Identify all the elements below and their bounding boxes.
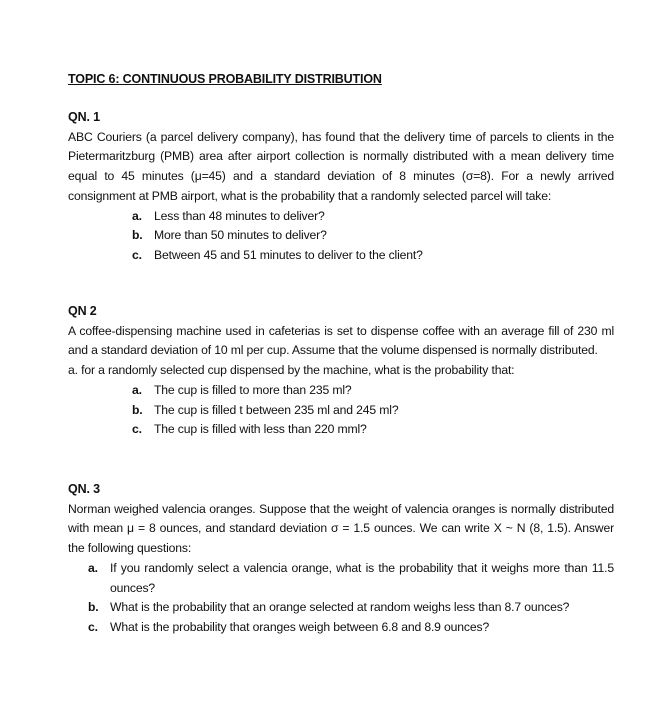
question-text: Norman weighed valencia oranges. Suppose that the weight of valencia oranges is normally distributed with mean μ = 8 ounces, and standard deviation σ = 1.5 ounces. We can write X ~ N (8, 1.5). Answer the following questions: <box>68 501 614 556</box>
list-marker: b. <box>88 600 99 615</box>
question-subtext: a. for a randomly selected cup dispensed by the machine, what is the probability that: <box>68 363 515 378</box>
question-3 <box>68 480 614 638</box>
question-2 <box>68 302 614 440</box>
list-text: The cup is filled to more than 235 ml? <box>154 382 352 397</box>
list-item <box>68 381 614 401</box>
list-text: If you randomly select a valencia orange, what is the probability that it weighs more than 11.5 ounces? <box>110 560 614 595</box>
list-marker: a. <box>88 560 98 575</box>
sub-question-list <box>68 559 614 638</box>
list-item <box>68 618 614 638</box>
list-item <box>68 559 614 598</box>
document-title: TOPIC 6: CONTINUOUS PROBABILITY DISTRIBUTION <box>68 72 382 86</box>
question-heading: QN. 3 <box>68 482 100 496</box>
list-item <box>68 420 614 440</box>
list-marker: a. <box>132 208 142 223</box>
list-item <box>68 226 614 246</box>
sub-question-list <box>68 207 614 266</box>
list-marker: b. <box>132 228 143 243</box>
list-item <box>68 598 614 618</box>
list-marker: c. <box>88 619 98 634</box>
list-text: The cup is filled t between 235 ml and 245 ml? <box>154 402 399 417</box>
list-marker: c. <box>132 247 142 262</box>
list-marker: a. <box>132 382 142 397</box>
list-item <box>68 246 614 266</box>
question-1 <box>68 108 614 266</box>
list-text: What is the probability that an orange selected at random weighs less than 8.7 ounces? <box>110 600 570 615</box>
question-text: A coffee-dispensing machine used in cafeterias is set to dispense coffee with an average fill of 230 ml and a standard deviation of 10 ml per cup. Assume that the volume dispensed is normally distributed. <box>68 323 614 358</box>
question-text: ABC Couriers (a parcel delivery company), has found that the delivery time of parcels to clients in the Pietermaritzburg (PMB) area after airport collection is normally distributed with a mean delivery time equal to 45 minutes (μ=45) and a standard deviation of 8 minutes (σ=8). For a newly arrived consignment at PMB airport, what is the probability that a randomly selected parcel will take: <box>68 129 614 203</box>
list-text: Less than 48 minutes to deliver? <box>154 208 325 223</box>
list-item <box>68 401 614 421</box>
list-marker: c. <box>132 422 142 437</box>
question-heading: QN 2 <box>68 304 97 318</box>
question-heading: QN. 1 <box>68 110 100 124</box>
list-item <box>68 207 614 227</box>
list-marker: b. <box>132 402 143 417</box>
sub-question-list <box>68 381 614 440</box>
list-text: Between 45 and 51 minutes to deliver to the client? <box>154 247 423 262</box>
list-text: What is the probability that oranges weigh between 6.8 and 8.9 ounces? <box>110 619 490 634</box>
list-text: More than 50 minutes to deliver? <box>154 228 327 243</box>
list-text: The cup is filled with less than 220 mml? <box>154 422 367 437</box>
